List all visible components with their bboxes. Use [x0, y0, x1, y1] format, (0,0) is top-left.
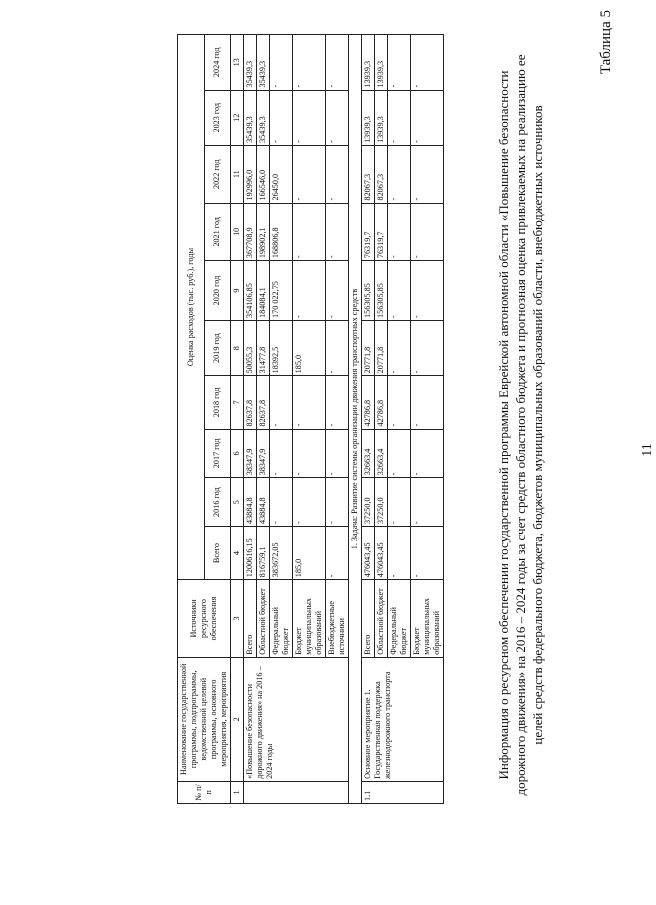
value-cell: 35439,3 [244, 90, 257, 145]
value-cell: - [388, 527, 411, 580]
row-number [244, 781, 349, 803]
value-cell: 32663,4 [362, 429, 375, 478]
year-header: 2016 год [204, 478, 231, 527]
value-cell: 82067,3 [375, 145, 388, 203]
value-cell: - [411, 90, 444, 145]
column-number: 11 [231, 145, 244, 203]
column-number: 9 [231, 261, 244, 321]
value-cell: 82637,8 [257, 376, 270, 429]
value-cell: - [326, 320, 349, 375]
task-label: 1. Задача: Развитие системы организации движения транспортных средств [349, 35, 362, 804]
value-cell: - [326, 145, 349, 203]
value-cell: 13939,3 [375, 35, 388, 91]
column-number: 1 [231, 781, 244, 803]
row-number: 1.1 [362, 781, 444, 803]
year-header: 2020 год [204, 261, 231, 321]
year-header: 2023 год [204, 90, 231, 145]
source-cell: Всего [244, 580, 257, 658]
value-cell: - [326, 90, 349, 145]
column-number: 12 [231, 90, 244, 145]
value-cell: - [270, 478, 293, 527]
value-cell: - [270, 376, 293, 429]
header-source: Источники ресурсного обеспечения [178, 580, 231, 658]
value-cell: 476043,45 [362, 527, 375, 580]
header-estimate: Оценка расходов (тыс. руб.), годы [178, 35, 205, 580]
value-cell: 76319,7 [375, 203, 388, 261]
year-header: Всего [204, 527, 231, 580]
value-cell: - [388, 429, 411, 478]
value-cell: - [293, 35, 326, 91]
value-cell: - [326, 527, 349, 580]
column-number: 6 [231, 429, 244, 478]
value-cell: 383672,05 [270, 527, 293, 580]
value-cell: 76319,7 [362, 203, 375, 261]
value-cell: - [411, 429, 444, 478]
value-cell: - [293, 145, 326, 203]
value-cell: - [326, 261, 349, 321]
source-cell: Всего [362, 580, 375, 658]
value-cell: - [388, 376, 411, 429]
value-cell: 38347,9 [257, 429, 270, 478]
value-cell: - [411, 527, 444, 580]
value-cell: - [388, 90, 411, 145]
column-number: 8 [231, 320, 244, 375]
value-cell: 20771,8 [362, 320, 375, 375]
column-number: 4 [231, 527, 244, 580]
value-cell: - [293, 203, 326, 261]
page-number: 11 [640, 443, 655, 457]
value-cell: 156305,85 [375, 261, 388, 321]
document-title: Информация о ресурсном обеспечении государственной программы Еврейской автономной области «Повышение безопасности дорожного движения» на 2016 – 2024 годы за счет средств областного бюджета и прогнозная оценка привлекаемых на реализацию ее целей средств федерального бюджета, бюджетов муниципальных образований области, внебюджетных источников [496, 54, 545, 796]
year-header: 2017 год [204, 429, 231, 478]
value-cell: - [388, 320, 411, 375]
value-cell: 42786,8 [375, 376, 388, 429]
column-number: 2 [231, 657, 244, 781]
value-cell: 35439,3 [257, 90, 270, 145]
value-cell: 476043,45 [375, 527, 388, 580]
column-number: 13 [231, 35, 244, 91]
source-cell: Федеральный бюджет [388, 580, 411, 658]
value-cell: - [411, 35, 444, 91]
value-cell: - [411, 320, 444, 375]
value-cell: - [326, 429, 349, 478]
value-cell: - [411, 376, 444, 429]
source-cell: Федеральный бюджет [270, 580, 293, 658]
value-cell: 170 022,75 [270, 261, 293, 321]
value-cell: 26450,0 [270, 145, 293, 203]
value-cell: - [388, 478, 411, 527]
source-cell: Внебюджетные источники [326, 580, 349, 658]
value-cell: 20771,8 [375, 320, 388, 375]
value-cell: 185,0 [293, 320, 326, 375]
value-cell: 198902,1 [257, 203, 270, 261]
value-cell: 1200616,15 [244, 527, 257, 580]
value-cell: - [326, 478, 349, 527]
year-header: 2021 год [204, 203, 231, 261]
column-number: 5 [231, 478, 244, 527]
year-header: 2018 год [204, 376, 231, 429]
value-cell: 35439,3 [257, 35, 270, 91]
value-cell: - [411, 261, 444, 321]
value-cell: - [293, 429, 326, 478]
value-cell: 82637,8 [244, 376, 257, 429]
value-cell: 32663,4 [375, 429, 388, 478]
value-cell: - [411, 145, 444, 203]
value-cell: 192996,0 [244, 145, 257, 203]
value-cell: - [270, 90, 293, 145]
value-cell: - [411, 478, 444, 527]
table-row [362, 35, 375, 804]
value-cell: - [326, 203, 349, 261]
value-cell: 35439,3 [244, 35, 257, 91]
value-cell: 156305,85 [362, 261, 375, 321]
column-number: 3 [231, 580, 244, 658]
value-cell: 13939,3 [362, 35, 375, 91]
row-name: «Повышение безопасности дорожного движения» на 2016 – 2024 годы [244, 657, 349, 781]
value-cell: 31477,8 [257, 320, 270, 375]
value-cell: 185,0 [293, 527, 326, 580]
header-name: Наименование государственной программы, подпрограммы, ведомственной целевой программы, основного мероприятия, мероприятия [178, 657, 231, 781]
value-cell: - [388, 35, 411, 91]
value-cell: - [388, 261, 411, 321]
value-cell: - [270, 35, 293, 91]
source-cell: Бюджет муниципальных образований [293, 580, 326, 658]
value-cell: - [293, 90, 326, 145]
value-cell: 37250,0 [375, 478, 388, 527]
column-number: 10 [231, 203, 244, 261]
source-cell: Областной бюджет [375, 580, 388, 658]
source-cell: Бюджет муниципальных образований [411, 580, 444, 658]
value-cell: 38347,9 [244, 429, 257, 478]
table-row [244, 35, 257, 804]
value-cell: 82067,3 [362, 145, 375, 203]
value-cell: - [388, 145, 411, 203]
value-cell: 354106,85 [244, 261, 257, 321]
value-cell: 37250,0 [362, 478, 375, 527]
row-name: Основное мероприятие 1. Государственная поддержка железнодорожного транспорта [362, 657, 444, 781]
value-cell: - [411, 203, 444, 261]
value-cell: 18392,5 [270, 320, 293, 375]
value-cell: - [326, 376, 349, 429]
value-cell: 168806,8 [270, 203, 293, 261]
value-cell: - [326, 35, 349, 91]
value-cell: 184084,1 [257, 261, 270, 321]
value-cell: 166546,0 [257, 145, 270, 203]
resource-table [177, 34, 444, 804]
table-label: Таблица 5 [598, 10, 614, 75]
column-number: 7 [231, 376, 244, 429]
value-cell: 43884,8 [257, 478, 270, 527]
value-cell: 42786,8 [362, 376, 375, 429]
year-header: 2019 год [204, 320, 231, 375]
value-cell: 50055,3 [244, 320, 257, 375]
source-cell: Областной бюджет [257, 580, 270, 658]
value-cell: - [293, 376, 326, 429]
value-cell: 816759,1 [257, 527, 270, 580]
year-header: 2024 год [204, 35, 231, 91]
value-cell: - [293, 478, 326, 527]
value-cell: - [388, 203, 411, 261]
value-cell: 13939,3 [362, 90, 375, 145]
task-row [349, 35, 362, 804]
header-num: № п/п [178, 781, 231, 803]
year-header: 2022 год [204, 145, 231, 203]
value-cell: 43884,8 [244, 478, 257, 527]
value-cell: - [293, 261, 326, 321]
value-cell: 13939,3 [375, 90, 388, 145]
value-cell: - [270, 429, 293, 478]
value-cell: 367708,9 [244, 203, 257, 261]
